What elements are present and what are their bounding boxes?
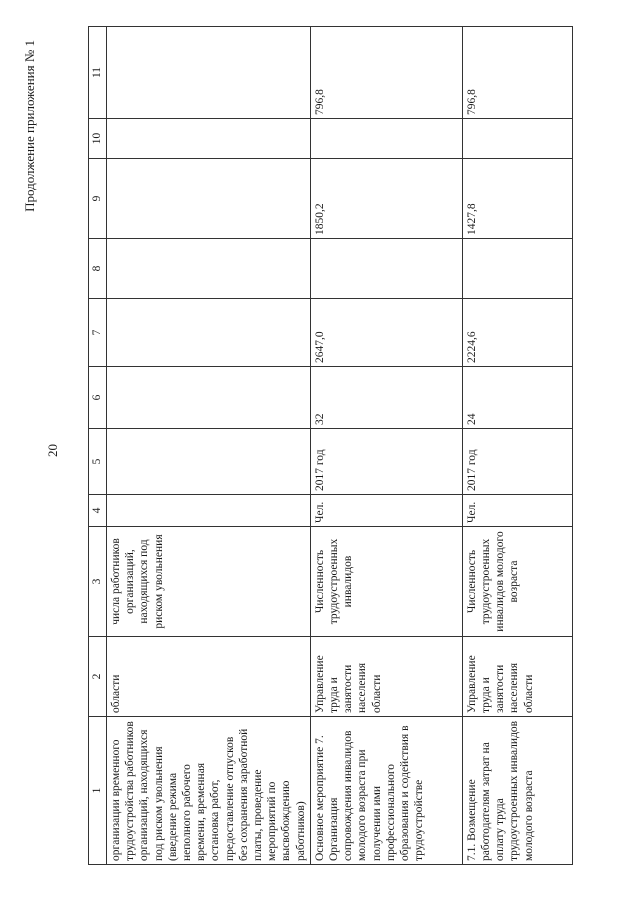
cell-col9: 1427,8 — [462, 159, 572, 239]
cell-total: 2647,0 — [310, 299, 462, 367]
col-header-11: 11 — [89, 27, 107, 119]
col-header-3: 3 — [89, 527, 107, 637]
cell-col10 — [462, 119, 572, 159]
cell-indicator: числа работников организаций, находящихся под риском увольнения — [107, 527, 311, 637]
cell-col11: 796,8 — [310, 27, 462, 119]
cell-col9: 1850,2 — [310, 159, 462, 239]
cell-unit: Чел. — [310, 495, 462, 527]
cell-unit: Чел. — [462, 495, 572, 527]
cell-executor: Управление труда и занятости населения области — [462, 637, 572, 717]
cell-value: 32 — [310, 367, 462, 429]
cell-col10 — [310, 119, 462, 159]
page-number: 20 — [45, 444, 60, 457]
appendix-note: Продолжение приложения № 1 — [22, 40, 37, 212]
col-header-5: 5 — [89, 429, 107, 495]
col-header-1: 1 — [89, 717, 107, 865]
col-header-9: 9 — [89, 159, 107, 239]
col-header-7: 7 — [89, 299, 107, 367]
table-row — [107, 27, 311, 865]
cell-col8 — [462, 239, 572, 299]
cell-col8 — [310, 239, 462, 299]
cell-total: 2224,6 — [462, 299, 572, 367]
cell-activity: организации временного трудоустройства работников организаций, находящихся под риском увольнения (введение режима неполного рабочего времени, временная остановка работ, предоставление отпусков без сохранения заработной платы, проведение мероприятий по высвобождению работников) — [107, 717, 311, 865]
table-row — [310, 27, 462, 865]
cell-year — [107, 429, 311, 495]
col-header-4: 4 — [89, 495, 107, 527]
header-row — [89, 27, 107, 865]
cell-unit — [107, 495, 311, 527]
col-header-8: 8 — [89, 239, 107, 299]
program-table — [88, 26, 573, 865]
cell-col11 — [107, 27, 311, 119]
cell-col9 — [107, 159, 311, 239]
cell-indicator: Численность трудоустроенных инвалидов — [310, 527, 462, 637]
table-row — [462, 27, 572, 865]
cell-year: 2017 год — [462, 429, 572, 495]
cell-activity: 7.1. Возмещение работодателям затрат на оплату труда трудоустроенных инвалидов молодого возраста — [462, 717, 572, 865]
cell-value — [107, 367, 311, 429]
cell-total — [107, 299, 311, 367]
cell-executor: Управление труда и занятости населения области — [310, 637, 462, 717]
col-header-6: 6 — [89, 367, 107, 429]
cell-col11: 796,8 — [462, 27, 572, 119]
col-header-2: 2 — [89, 637, 107, 717]
cell-value: 24 — [462, 367, 572, 429]
cell-indicator: Численность трудоустроенных инвалидов молодого возраста — [462, 527, 572, 637]
cell-col8 — [107, 239, 311, 299]
cell-col10 — [107, 119, 311, 159]
cell-year: 2017 год — [310, 429, 462, 495]
cell-activity: Основное мероприятие 7. Организация сопровождения инвалидов молодого возраста при получении ими профессионального образования и содействия в трудоустройстве — [310, 717, 462, 865]
cell-executor: области — [107, 637, 311, 717]
col-header-10: 10 — [89, 119, 107, 159]
